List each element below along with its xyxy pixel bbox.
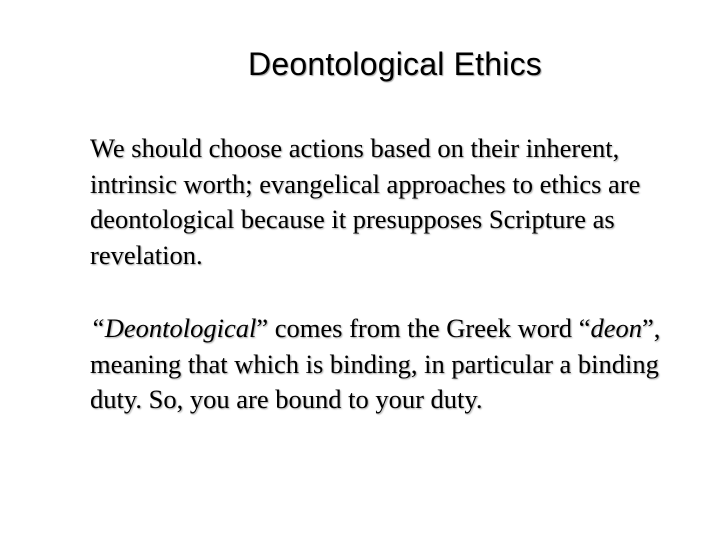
quote-close-deontological: ” (256, 313, 269, 343)
term-deontological: Deontological (104, 313, 257, 343)
quote-close-deon: ” (641, 313, 654, 343)
etymology-text-2: , meaning that which is binding, in particular a binding duty. So, you are bound to your duty. (90, 313, 661, 414)
etymology-text-1: comes from the Greek word (268, 313, 579, 343)
paragraph-etymology (90, 311, 690, 418)
slide-title: Deontological Ethics (248, 46, 542, 82)
term-deon: deon (590, 313, 642, 343)
quote-open-deontological: “ (90, 313, 105, 343)
quote-open-deon: “ (578, 313, 591, 343)
paragraph-definition: We should choose actions based on their inherent, intrinsic worth; evangelical approaches to ethics are deontological because it presupposes Scripture as revelation. (90, 133, 641, 270)
